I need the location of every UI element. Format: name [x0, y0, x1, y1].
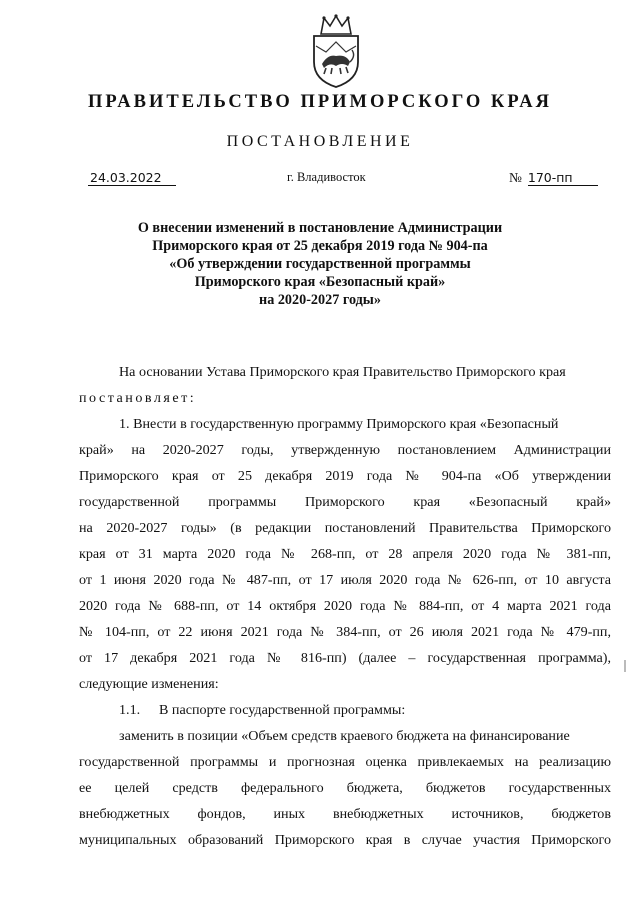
document-heading: [100, 219, 540, 309]
body-line: На основании Устава Приморского края Правительство Приморского края: [119, 364, 566, 380]
document-city: г. Владивосток: [287, 170, 366, 184]
government-title: ПРАВИТЕЛЬСТВО ПРИМОРСКОГО КРАЯ: [87, 92, 552, 112]
body-line: заменить в позиции «Объем средств краевого бюджета на финансирование: [119, 728, 570, 744]
body-line: от 1 июня 2020 года № 487-пп, от 17 июля 2020 года № 626-пп, от 10 августа: [79, 572, 611, 588]
coat-of-arms-emblem: [306, 12, 366, 90]
margin-mark: [624, 660, 626, 672]
body-line: 2020 года № 688-пп, от 14 октября 2020 года № 884-пп, от 4 марта 2021 года: [79, 598, 611, 614]
body-line: постановляет:: [79, 390, 197, 406]
document-number: 170-пп: [528, 170, 598, 186]
body-line: Приморского края от 25 декабря 2019 года № 904-па «Об утверждении: [79, 468, 611, 484]
body-line: государственной программы Приморского края «Безопасный край»: [79, 494, 611, 510]
body-line: 1. Внести в государственную программу Приморского края «Безопасный: [119, 416, 559, 432]
body-line: муниципальных образований Приморского края в случае участия Приморского: [79, 832, 611, 848]
body-line: № 104-пп, от 22 июня 2021 года № 384-пп, от 26 июля 2021 года № 479-пп,: [79, 624, 611, 640]
number-sign: №: [509, 170, 522, 185]
body-line: края от 31 марта 2020 года № 268-пп, от 28 апреля 2020 года № 381-пп,: [79, 546, 611, 562]
body-line: ее целей средств федерального бюджета, бюджетов государственных: [79, 780, 611, 796]
body-line: [79, 697, 611, 723]
body-line: край» на 2020-2027 годы, утвержденную постановлением Администрации: [79, 442, 611, 458]
body-line: внебюджетных фондов, иных внебюджетных источников, бюджетов: [79, 806, 611, 822]
heading-line: Приморского края от 25 декабря 2019 года № 904-па: [152, 238, 488, 254]
heading-line: на 2020-2027 годы»: [259, 292, 381, 308]
document-type: ПОСТАНОВЛЕНИЕ: [226, 133, 414, 150]
heading-line: «Об утверждении государственной программы: [169, 256, 471, 272]
document-date: 24.03.2022: [88, 170, 176, 186]
heading-line: Приморского края «Безопасный край»: [194, 274, 446, 290]
heading-line: О внесении изменений в постановление Администрации: [137, 220, 503, 236]
body-line: следующие изменения:: [79, 676, 219, 692]
item-number: 1.1.: [119, 702, 141, 718]
document-number-field: [509, 170, 598, 186]
body-line: государственной программы и прогнозная оценка привлекаемых на реализацию: [79, 754, 611, 770]
document-body: [79, 359, 611, 853]
item-text: В паспорте государственной программы:: [159, 702, 406, 718]
body-line: от 17 декабря 2021 года № 816-пп) (далее – государственная программа),: [79, 650, 611, 666]
body-line: на 2020-2027 годы» (в редакции постановлений Правительства Приморского: [79, 520, 611, 536]
